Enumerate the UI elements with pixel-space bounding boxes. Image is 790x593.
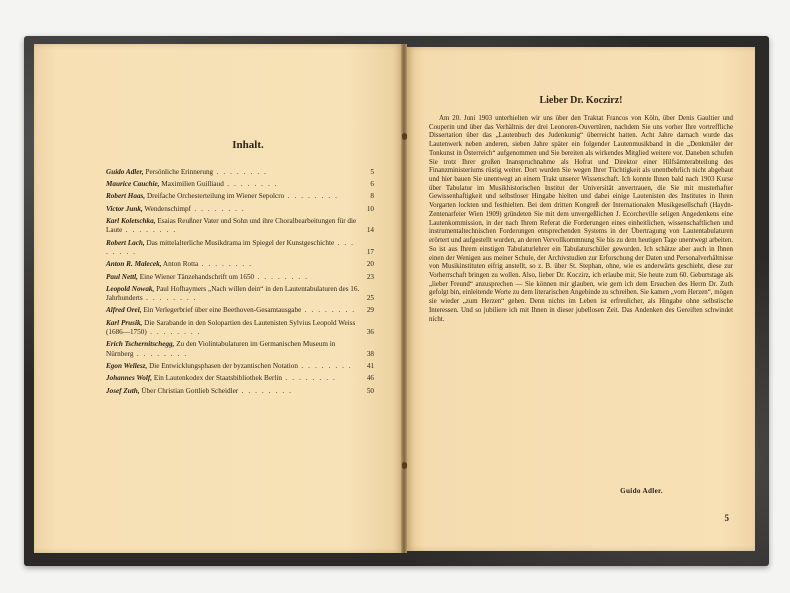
toc-entry-leader: . . . . . . . . bbox=[133, 350, 188, 359]
toc-entry-author: Robert Lach, bbox=[106, 238, 145, 247]
toc-entry bbox=[106, 217, 374, 236]
toc-entry-title: Das mittelalterliche Musikdrama im Spiegel der Kunstgeschichte bbox=[146, 238, 335, 247]
letter-signature: Guido Adler. bbox=[620, 487, 663, 495]
toc-entry-leader: . . . . . . . . bbox=[282, 374, 337, 383]
toc-title: Inhalt. bbox=[232, 139, 264, 151]
toc-entry bbox=[106, 340, 374, 359]
toc-entry-leader: . . . . . . . . bbox=[106, 238, 355, 257]
toc-entry-title: Ein Verlegerbrief über eine Beethoven-Gesamtausgabe bbox=[143, 306, 302, 315]
toc-entry-page: 41 bbox=[366, 362, 374, 371]
toc-entry-title: Maximilien Guilliaud bbox=[161, 180, 224, 189]
toc-entry-page: 38 bbox=[366, 350, 374, 359]
toc-list bbox=[106, 168, 374, 399]
toc-entry-title: Über Christian Gottlieb Scheidler bbox=[141, 386, 239, 395]
letter-title: Lieber Dr. Koczirz! bbox=[539, 95, 623, 106]
toc-entry-page: 23 bbox=[366, 272, 374, 281]
toc-entry-title: Dreifache Orchesterteilung im Wiener Sepolcro bbox=[146, 192, 285, 201]
toc-entry-author: Guido Adler, bbox=[106, 168, 144, 176]
toc-entry-leader: . . . . . . . . bbox=[190, 204, 246, 213]
page-number: 5 bbox=[724, 513, 729, 523]
toc-entry bbox=[106, 260, 374, 270]
toc-entry bbox=[106, 387, 374, 397]
toc-entry-title: Wendenschimpf bbox=[144, 204, 191, 213]
toc-entry bbox=[106, 273, 374, 283]
toc-entry-author: Josef Zuth, bbox=[106, 386, 140, 395]
toc-entry-author: Karl Prusik, bbox=[106, 318, 143, 327]
toc-entry bbox=[106, 239, 374, 258]
toc-entry-leader: . . . . . . . . bbox=[198, 260, 253, 269]
toc-entry-title: Persönliche Erinnerung bbox=[145, 168, 214, 176]
toc-entry-page: 36 bbox=[366, 328, 374, 337]
toc-entry-leader: . . . . . . . . bbox=[301, 306, 356, 315]
toc-entry bbox=[106, 192, 374, 202]
toc-entry-author: Victor Junk, bbox=[106, 204, 143, 213]
staple-bottom bbox=[402, 462, 407, 469]
toc-entry-author: Johannes Wolf, bbox=[106, 374, 153, 383]
toc-entry-leader: . . . . . . . . bbox=[213, 168, 268, 176]
toc-entry-leader: . . . . . . . . bbox=[254, 272, 309, 281]
toc-entry-author: Alfred Orel, bbox=[106, 306, 142, 315]
toc-entry bbox=[106, 205, 374, 215]
toc-entry-author: Anton R. Malecek, bbox=[106, 260, 162, 269]
toc-entry-leader: . . . . . . . . bbox=[146, 328, 202, 337]
toc-entry-leader: . . . . . . . . bbox=[142, 294, 198, 303]
toc-entry bbox=[106, 285, 374, 304]
toc-entry-author: Egon Wellesz, bbox=[106, 362, 148, 371]
toc-entry-author: Karl Koletschka, bbox=[106, 216, 156, 225]
toc-entry bbox=[106, 168, 374, 178]
toc-entry-leader: . . . . . . . . bbox=[223, 180, 279, 189]
staple-top bbox=[402, 133, 407, 140]
toc-entry-page: 14 bbox=[366, 226, 374, 235]
toc-entry-title: Eine Wiener Tänzehandschrift um 1650 bbox=[139, 272, 255, 281]
toc-entry-leader: . . . . . . . . bbox=[238, 386, 293, 395]
toc-entry bbox=[106, 319, 374, 338]
toc-entry-title: Die Sarabande in den Solopartien des Lautenisten Sylvius Leopold Weiss (1686—1750) bbox=[106, 318, 356, 337]
toc-entry-title: Die Entwicklungsphasen der byzantischen Notation bbox=[149, 362, 298, 371]
toc-entry-title: Anton Rotta bbox=[162, 260, 199, 269]
toc-entry-page: 29 bbox=[366, 306, 374, 315]
toc-entry-page: 50 bbox=[366, 386, 374, 395]
left-page bbox=[34, 44, 402, 553]
toc-entry-title: Paul Hofhaymers „Nach willen dein“ in den Lautentabulaturen des 16. Jahrhunderts bbox=[106, 284, 360, 303]
toc-entry-author: Robert Haas, bbox=[106, 192, 146, 201]
toc-entry-leader: . . . . . . . . bbox=[284, 192, 339, 201]
toc-entry-leader: . . . . . . . . bbox=[122, 226, 177, 235]
toc-entry-page: 46 bbox=[366, 374, 374, 383]
toc-entry-author: Paul Nettl, bbox=[106, 272, 138, 281]
toc-entry-page: 17 bbox=[366, 248, 374, 257]
toc-entry-title: Ein Lautenkodex der Staatsbibliothek Berlin bbox=[153, 374, 283, 383]
toc-entry-title: Esaias Reußner Vater und Sohn und ihre Choralbearbeitungen für die Laute bbox=[106, 216, 357, 235]
toc-entry bbox=[106, 180, 374, 190]
toc-entry bbox=[106, 306, 374, 316]
toc-entry bbox=[106, 374, 374, 384]
toc-entry-author: Leopold Nowak, bbox=[106, 284, 155, 293]
toc-entry bbox=[106, 362, 374, 372]
toc-entry-page: 6 bbox=[370, 180, 374, 189]
toc-entry-title: Zu den Violintabulaturen im Germanischen Museum in Nürnberg bbox=[106, 340, 336, 359]
toc-entry-leader: . . . . . . . . bbox=[297, 362, 353, 371]
toc-entry-page: 8 bbox=[370, 192, 374, 201]
right-page bbox=[407, 47, 755, 551]
toc-entry-author: Erich Tschernitschegg, bbox=[106, 340, 175, 349]
toc-entry-page: 10 bbox=[366, 204, 374, 213]
letter-body: Am 20. Juni 1903 unterhielten wir uns über den Traktat Francos von Köln, über Denis Gaultier und Couperin und über das Verhältnis der drei Leonoren-Ouvertüren, nachdem Sie uns vorher Ihre vortreffliche Dissertation über das „Lautenbuch des Judenkunig“ überreicht hatten. Acht Jahre darnach wurde das Lautenwerk neben anderen, sieben Jahre später ein folgender Lautenmusikband in die „Denkmäler der Tonkunst in Österreich“ aufgenommen und Sie bereiten als wirkendes Mitglied weitere vor. Daneben schufen Sie trotz Ihrer großen Inanspruchnahme als Hofrat und Direktor einer Hilfsämterabteilung des Finanzministeriums rüstig weiter. Dort wurden Sie wegen Ihrer Tüchtigkeit als unentbehrlich nicht abgebaut und hier bauen Sie unentwegt an einem Trakt unserer Wissenschaft. Ich konnte Ihnen bald nach 1903 Kurse über Tabulatur im Musikhistorischen Institut der Universität anvertrauen, die Sie mit musterhafter Gewissenhaftigkeit und selbstloser Hingabe hielten und dabei einige Lautenisten des Institutes in Ihren Vorgarten lockten und festhielten. Bei dem dritten Kongreß der Internationalen Musikgesellschaft (Haydn-Zentenarfeier Wien 1909) gründeten Sie mit dem unvergeßlichen J. Ecorcheville seligen Angedenkens eine Lautenkommission, in der nach Ihrem Referat die Forderungen eines einheitlichen, wissenschaftlichen und instrumentaltechnischen Forderungen entsprechenden Systems in der Übertragung von Lautentabulaturen erörtert und aufgestellt wurden, an deren Vervollkommnung Sie bis zu dem heutigen Tage unentwegt arbeiten. So ist aus Ihrem einstigen Tabulaturlehrer ein Tabulaturschüler geworden. Ich schätze aber auch in Ihnen einen der Wenigen aus meiner Schule, der Archivstudien zur Erforschung der Daten und Personalverhältnisse von Musikinstituten eifrig anstellt, so z. B. über St. Stephan, ohne, wie es anderwärts geschieht, diese zur Vorherrschaft bringen zu wollen. Also, lieber Dr. Koczirz, ich erlaube mir, Sie heute zum 60. Geburtstage als „lieber Freund“ anzusprechen — Sie können mir glauben, wie gern ich dem Ersuchen des Herrn Dr. Zuth gefolgt bin, einleitende Worte zu dem literarischen Angebinde zu schreiben. Sie kamen „vom Herzen“, mögen sie wieder „zum Herzen“ gehen. Denn nichts im Leben ist erfreulicher, als Hingabe ohne selbstische Interessen. Und so jubiliere ich mit Ihnen in dieser jubellosen Zeit. Das Andenken des Gereiften schwindet nicht. bbox=[429, 115, 733, 323]
toc-entry-author: Maurice Cauchie, bbox=[106, 180, 160, 189]
toc-entry-page: 20 bbox=[366, 260, 374, 269]
toc-entry-page: 25 bbox=[366, 294, 374, 303]
toc-entry-page: 5 bbox=[370, 168, 374, 176]
